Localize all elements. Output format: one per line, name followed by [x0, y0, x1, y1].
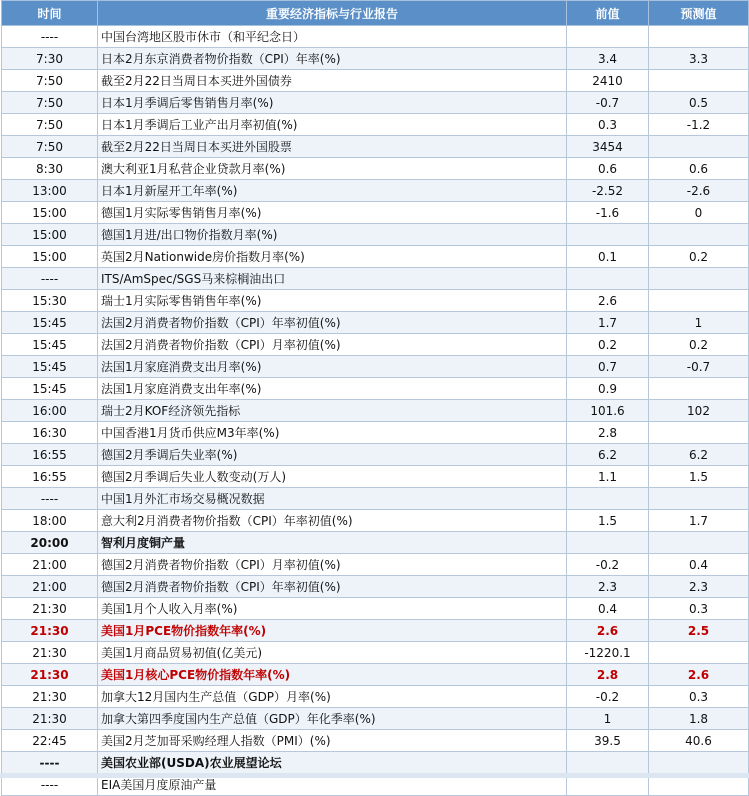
- cell-time: 13:00: [2, 180, 98, 202]
- cell-previous: 3454: [567, 136, 649, 158]
- cell-event: 法国1月家庭消费支出年率(%): [98, 378, 567, 400]
- cell-previous: -1220.1: [567, 642, 649, 664]
- cell-event: 法国2月消费者物价指数（CPI）年率初值(%): [98, 312, 567, 334]
- cell-forecast: 0.4: [649, 554, 749, 576]
- cell-forecast: 0.2: [649, 246, 749, 268]
- cell-event: 法国1月家庭消费支出月率(%): [98, 356, 567, 378]
- table-row: [2, 224, 749, 246]
- cell-forecast: 2.3: [649, 576, 749, 598]
- table-row: [2, 510, 749, 532]
- cell-event: 加拿大第四季度国内生产总值（GDP）年化季率(%): [98, 708, 567, 730]
- table-row: [2, 488, 749, 510]
- cell-event: 中国香港1月货币供应M3年率(%): [98, 422, 567, 444]
- cell-event: 加拿大12月国内生产总值（GDP）月率(%): [98, 686, 567, 708]
- cell-forecast: 2.6: [649, 664, 749, 686]
- cell-previous: 6.2: [567, 444, 649, 466]
- cell-forecast: 0.2: [649, 334, 749, 356]
- table-row: [2, 180, 749, 202]
- cell-time: 21:30: [2, 598, 98, 620]
- cell-forecast: 0.3: [649, 686, 749, 708]
- cell-previous: 101.6: [567, 400, 649, 422]
- cell-time: 15:00: [2, 246, 98, 268]
- table-row: [2, 356, 749, 378]
- cell-time: 15:45: [2, 312, 98, 334]
- cell-previous: [567, 26, 649, 48]
- table-row: [2, 554, 749, 576]
- cell-previous: [567, 488, 649, 510]
- cell-event: 法国2月消费者物价指数（CPI）月率初值(%): [98, 334, 567, 356]
- cell-forecast: [649, 378, 749, 400]
- cell-event: EIA美国月度原油产量: [98, 774, 567, 796]
- cell-event: 智利月度铜产量: [98, 532, 567, 554]
- cell-forecast: 0.6: [649, 158, 749, 180]
- economic-calendar-table: [1, 0, 749, 796]
- cell-event: 澳大利亚1月私营企业贷款月率(%): [98, 158, 567, 180]
- cell-forecast: 0.3: [649, 598, 749, 620]
- cell-previous: 2.8: [567, 664, 649, 686]
- cell-time: 15:45: [2, 378, 98, 400]
- cell-event: 瑞士1月实际零售销售年率(%): [98, 290, 567, 312]
- cell-forecast: -1.2: [649, 114, 749, 136]
- cell-event: 中国台湾地区股市休市（和平纪念日）: [98, 26, 567, 48]
- cell-forecast: 0: [649, 202, 749, 224]
- table-row: [2, 26, 749, 48]
- cell-event: 美国1月个人收入月率(%): [98, 598, 567, 620]
- table-row: [2, 312, 749, 334]
- cell-forecast: [649, 136, 749, 158]
- cell-time: 8:30: [2, 158, 98, 180]
- cell-event: 中国1月外汇市场交易概况数据: [98, 488, 567, 510]
- cell-time: 7:50: [2, 114, 98, 136]
- cell-previous: 1.5: [567, 510, 649, 532]
- cell-previous: -2.52: [567, 180, 649, 202]
- cell-time: 15:45: [2, 356, 98, 378]
- table-header-row: [2, 1, 749, 26]
- cell-event: 德国2月季调后失业率(%): [98, 444, 567, 466]
- cell-time: 15:30: [2, 290, 98, 312]
- cell-time: 21:30: [2, 620, 98, 642]
- table-row: [2, 92, 749, 114]
- cell-event: 日本1月季调后工业产出月率初值(%): [98, 114, 567, 136]
- cell-event: 德国2月消费者物价指数（CPI）月率初值(%): [98, 554, 567, 576]
- cell-time: ----: [2, 268, 98, 290]
- cell-forecast: [649, 268, 749, 290]
- cell-event: 美国1月核心PCE物价指数年率(%): [98, 664, 567, 686]
- cell-previous: [567, 752, 649, 774]
- cell-forecast: 102: [649, 400, 749, 422]
- cell-forecast: 1.8: [649, 708, 749, 730]
- cell-event: 日本2月东京消费者物价指数（CPI）年率(%): [98, 48, 567, 70]
- cell-forecast: 1.5: [649, 466, 749, 488]
- table-row: [2, 642, 749, 664]
- cell-time: 21:00: [2, 554, 98, 576]
- cell-event: 美国农业部(USDA)农业展望论坛: [98, 752, 567, 774]
- table-row: [2, 334, 749, 356]
- cell-forecast: [649, 422, 749, 444]
- table-row: [2, 378, 749, 400]
- cell-forecast: 2.5: [649, 620, 749, 642]
- cell-event: 瑞士2月KOF经济领先指标: [98, 400, 567, 422]
- cell-forecast: [649, 642, 749, 664]
- cell-time: 16:55: [2, 444, 98, 466]
- table-row: [2, 576, 749, 598]
- cell-time: 16:55: [2, 466, 98, 488]
- cell-time: 21:00: [2, 576, 98, 598]
- table-row: [2, 114, 749, 136]
- cell-time: ----: [2, 752, 98, 774]
- cell-previous: 2.8: [567, 422, 649, 444]
- cell-time: 15:00: [2, 202, 98, 224]
- cell-forecast: -2.6: [649, 180, 749, 202]
- cell-event: 截至2月22日当周日本买进外国债券: [98, 70, 567, 92]
- cell-forecast: [649, 26, 749, 48]
- cell-event: ITS/AmSpec/SGS马来棕榈油出口: [98, 268, 567, 290]
- cell-previous: -0.2: [567, 554, 649, 576]
- scroll-strip: [0, 773, 749, 778]
- cell-previous: 1: [567, 708, 649, 730]
- cell-time: 20:00: [2, 532, 98, 554]
- cell-time: 22:45: [2, 730, 98, 752]
- cell-forecast: [649, 70, 749, 92]
- table-body: [2, 26, 749, 796]
- table-row: [2, 290, 749, 312]
- table-row: [2, 620, 749, 642]
- cell-time: 15:00: [2, 224, 98, 246]
- table-row: [2, 664, 749, 686]
- cell-forecast: 40.6: [649, 730, 749, 752]
- table-row: [2, 246, 749, 268]
- cell-previous: 2.6: [567, 620, 649, 642]
- cell-time: 21:30: [2, 708, 98, 730]
- table-row: [2, 598, 749, 620]
- cell-previous: 1.7: [567, 312, 649, 334]
- cell-time: ----: [2, 488, 98, 510]
- cell-previous: [567, 532, 649, 554]
- cell-previous: [567, 224, 649, 246]
- cell-previous: 0.2: [567, 334, 649, 356]
- cell-event: 意大利2月消费者物价指数（CPI）年率初值(%): [98, 510, 567, 532]
- cell-previous: -1.6: [567, 202, 649, 224]
- cell-previous: 0.9: [567, 378, 649, 400]
- cell-forecast: 0.5: [649, 92, 749, 114]
- cell-previous: 0.1: [567, 246, 649, 268]
- cell-time: 7:50: [2, 70, 98, 92]
- cell-event: 日本1月季调后零售销售月率(%): [98, 92, 567, 114]
- cell-time: ----: [2, 26, 98, 48]
- cell-time: 15:45: [2, 334, 98, 356]
- cell-event: 美国1月商品贸易初值(亿美元): [98, 642, 567, 664]
- header-event: 重要经济指标与行业报告: [98, 1, 567, 26]
- cell-previous: -0.7: [567, 92, 649, 114]
- cell-time: 16:00: [2, 400, 98, 422]
- table-row: [2, 70, 749, 92]
- cell-forecast: [649, 224, 749, 246]
- header-forecast: 预测值: [649, 1, 749, 26]
- cell-event: 英国2月Nationwide房价指数月率(%): [98, 246, 567, 268]
- cell-forecast: [649, 532, 749, 554]
- cell-previous: 39.5: [567, 730, 649, 752]
- cell-time: 21:30: [2, 664, 98, 686]
- cell-time: ----: [2, 774, 98, 796]
- cell-time: 16:30: [2, 422, 98, 444]
- cell-event: 日本1月新屋开工年率(%): [98, 180, 567, 202]
- table-row: [2, 158, 749, 180]
- cell-time: 7:50: [2, 92, 98, 114]
- cell-event: 美国1月PCE物价指数年率(%): [98, 620, 567, 642]
- cell-previous: 1.1: [567, 466, 649, 488]
- cell-time: 18:00: [2, 510, 98, 532]
- cell-previous: 0.3: [567, 114, 649, 136]
- cell-event: 截至2月22日当周日本买进外国股票: [98, 136, 567, 158]
- cell-forecast: [649, 488, 749, 510]
- cell-time: 21:30: [2, 642, 98, 664]
- table-row: [2, 730, 749, 752]
- table-row: [2, 48, 749, 70]
- cell-forecast: [649, 752, 749, 774]
- table-row: [2, 400, 749, 422]
- cell-previous: -0.2: [567, 686, 649, 708]
- cell-previous: 2.6: [567, 290, 649, 312]
- table-row: [2, 686, 749, 708]
- table-row: [2, 136, 749, 158]
- cell-event: 德国2月消费者物价指数（CPI）年率初值(%): [98, 576, 567, 598]
- table-row: [2, 444, 749, 466]
- table-row: [2, 422, 749, 444]
- cell-forecast: 1.7: [649, 510, 749, 532]
- cell-event: 德国1月进/出口物价指数月率(%): [98, 224, 567, 246]
- cell-previous: 3.4: [567, 48, 649, 70]
- cell-time: 7:50: [2, 136, 98, 158]
- table-row: [2, 532, 749, 554]
- cell-previous: 0.7: [567, 356, 649, 378]
- header-previous: 前值: [567, 1, 649, 26]
- cell-forecast: [649, 290, 749, 312]
- cell-time: 7:30: [2, 48, 98, 70]
- cell-previous: 2410: [567, 70, 649, 92]
- cell-forecast: 3.3: [649, 48, 749, 70]
- cell-previous: 0.4: [567, 598, 649, 620]
- cell-previous: 0.6: [567, 158, 649, 180]
- cell-forecast: 6.2: [649, 444, 749, 466]
- header-time: 时间: [2, 1, 98, 26]
- cell-forecast: 1: [649, 312, 749, 334]
- cell-forecast: -0.7: [649, 356, 749, 378]
- table-row: [2, 268, 749, 290]
- table-row: [2, 708, 749, 730]
- cell-previous: 2.3: [567, 576, 649, 598]
- cell-previous: [567, 268, 649, 290]
- cell-event: 德国1月实际零售销售月率(%): [98, 202, 567, 224]
- cell-event: 德国2月季调后失业人数变动(万人): [98, 466, 567, 488]
- table-row: [2, 466, 749, 488]
- cell-time: 21:30: [2, 686, 98, 708]
- cell-event: 美国2月芝加哥采购经理人指数（PMI）(%): [98, 730, 567, 752]
- table-row: [2, 202, 749, 224]
- table-row: [2, 752, 749, 774]
